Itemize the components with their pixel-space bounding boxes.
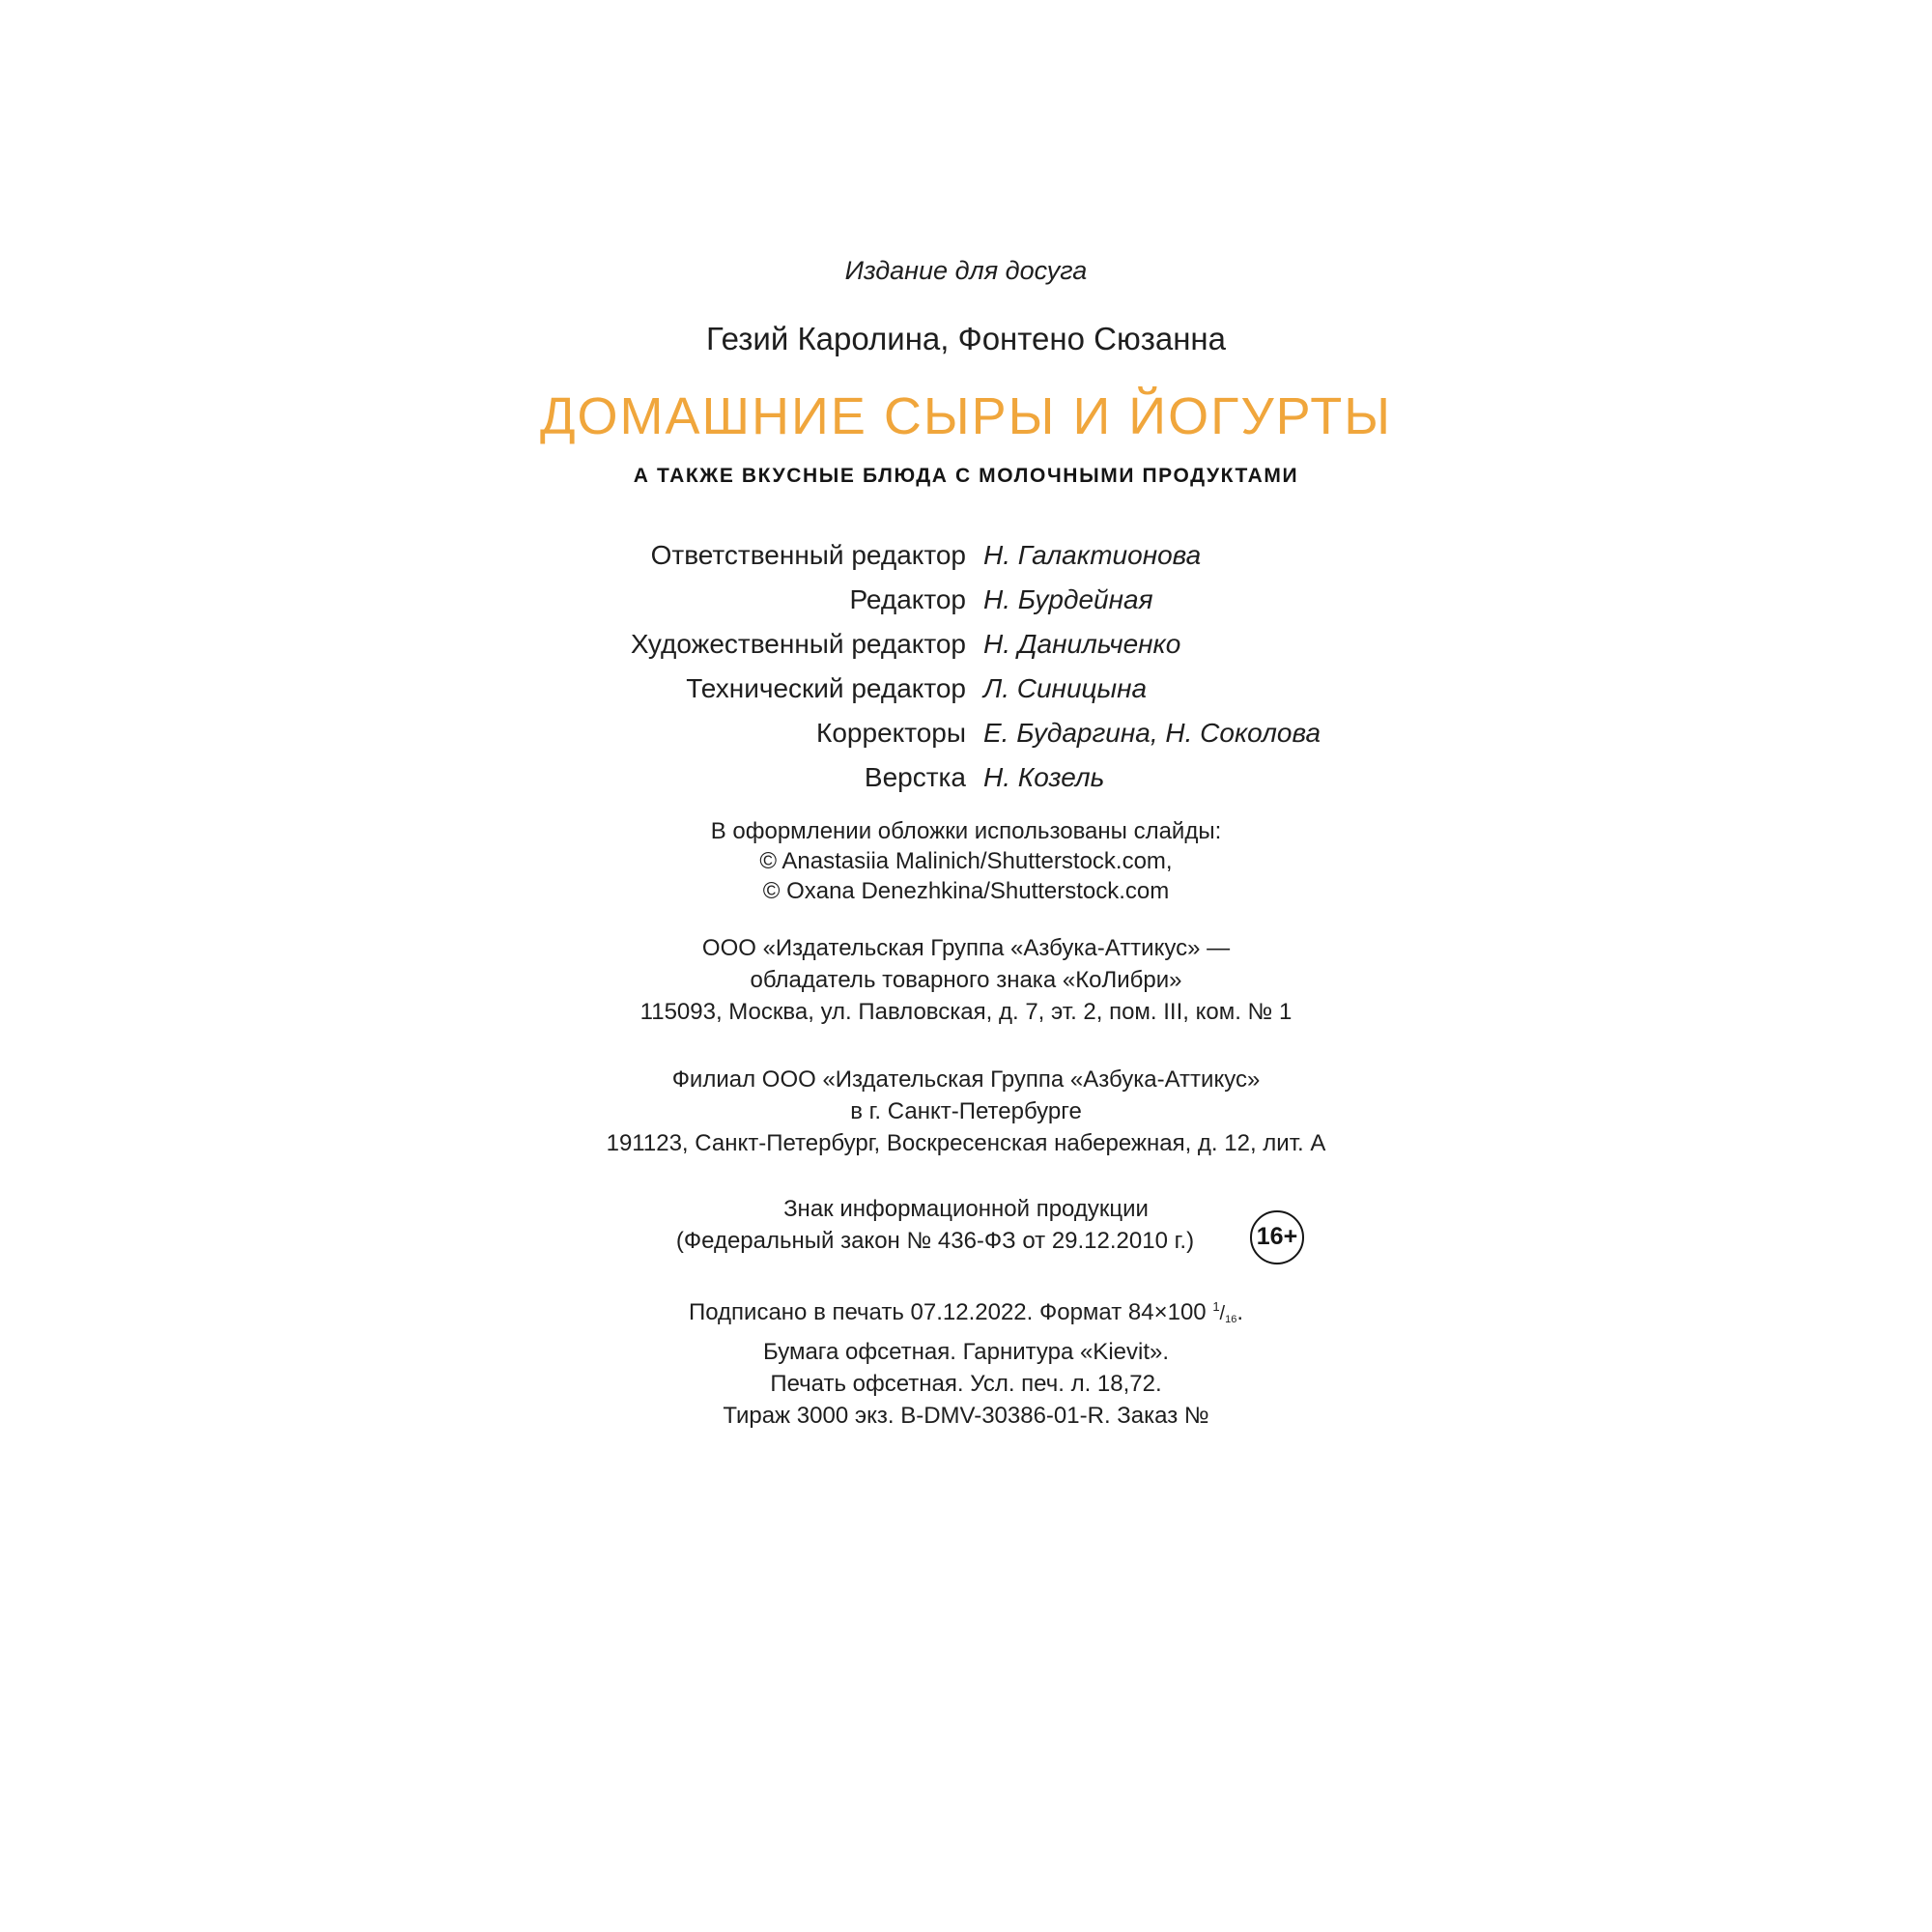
book-subtitle: А ТАКЖЕ ВКУСНЫЕ БЛЮДА С МОЛОЧНЫМИ ПРОДУКТАМИ: [633, 465, 1299, 487]
authors: Гезий Каролина, Фонтено Сюзанна: [706, 321, 1226, 356]
credit-role: Ответственный редактор: [650, 540, 966, 570]
format-numerator: 1: [1212, 1299, 1220, 1314]
edition-type: Издание для досуга: [844, 256, 1088, 285]
age-sign-line: Знак информационной продукции: [783, 1196, 1149, 1222]
age-rating-badge: 16+: [1250, 1210, 1304, 1264]
credit-name: Н. Козель: [983, 762, 1105, 792]
branch-line: 191123, Санкт-Петербург, Воскресенская набережная, д. 12, лит. А: [606, 1130, 1326, 1156]
credit-role: Верстка: [864, 762, 966, 792]
branch-line: в г. Санкт-Петербурге: [850, 1098, 1082, 1124]
publisher-line: ООО «Издательская Группа «Азбука-Аттикус» —: [701, 935, 1231, 961]
print-details-line: [0, 1291, 1932, 1336]
publisher-info: [0, 932, 1932, 1028]
credit-row: [0, 711, 1932, 755]
publisher-line: 115093, Москва, ул. Павловская, д. 7, эт. 2, пом. III, ком. № 1: [639, 999, 1293, 1025]
credit-role: Технический редактор: [686, 673, 966, 703]
branch-line: Филиал ООО «Издательская Группа «Азбука-Аттикус»: [671, 1066, 1261, 1093]
credit-row: [0, 755, 1932, 800]
print-details-line: Печать офсетная. Усл. печ. л. 18,72.: [770, 1371, 1162, 1397]
credits-list: [0, 533, 1932, 800]
credit-role: Корректоры: [816, 718, 966, 748]
print-details: [0, 1291, 1932, 1432]
credit-name: Н. Данильченко: [983, 629, 1181, 659]
credit-role: Художественный редактор: [630, 629, 966, 659]
signed-date-format: Подписано в печать 07.12.2022. Формат 84×100: [688, 1299, 1213, 1325]
credit-row: [0, 578, 1932, 622]
credit-name: Л. Синицына: [983, 673, 1148, 703]
format-slash: /: [1219, 1303, 1226, 1324]
credit-role: Редактор: [849, 584, 966, 614]
credit-name: Н. Бурдейная: [983, 584, 1153, 614]
age-sign-law: (Федеральный закон № 436-ФЗ от 29.12.2010 г.): [675, 1228, 1195, 1254]
credit-row: [0, 622, 1932, 667]
credit-row: [0, 533, 1932, 578]
publisher-line: обладатель товарного знака «КоЛибри»: [750, 967, 1182, 993]
credit-name: Н. Галактионова: [983, 540, 1202, 570]
cover-credits-line: © Oxana Denezhkina/Shutterstock.com: [762, 878, 1170, 904]
print-details-line: Тираж 3000 экз. B-DMV-30386-01-R. Заказ №: [723, 1403, 1209, 1429]
credit-row: [0, 667, 1932, 711]
cover-credits-line: © Anastasiia Malinich/Shutterstock.com,: [759, 848, 1173, 874]
credit-name: Е. Бударгина, Н. Соколова: [983, 718, 1321, 748]
cover-credits-line: В оформлении обложки использованы слайды:: [710, 818, 1222, 844]
book-title: ДОМАШНИЕ СЫРЫ И ЙОГУРТЫ: [539, 387, 1393, 445]
cover-image-credits: [0, 816, 1932, 906]
age-sign-text: [0, 1193, 1932, 1257]
format-denominator: 16: [1225, 1314, 1237, 1325]
branch-info: [0, 1064, 1932, 1159]
format-end: .: [1236, 1299, 1244, 1325]
print-details-line: Бумага офсетная. Гарнитура «Kievit».: [762, 1339, 1170, 1365]
